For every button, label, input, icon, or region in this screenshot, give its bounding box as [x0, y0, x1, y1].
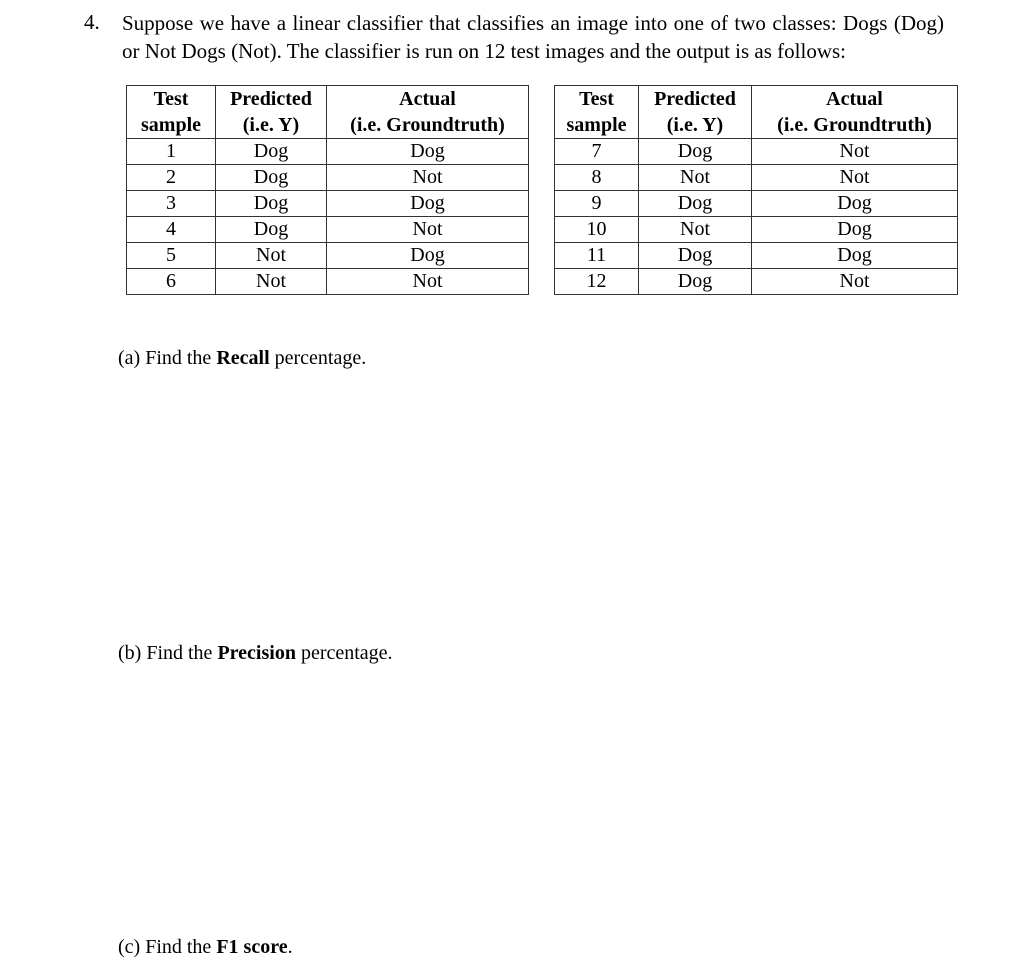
header-predicted-line1: Predicted [230, 88, 312, 110]
part-c-suffix: . [287, 936, 293, 958]
header-test-line2: sample [141, 114, 201, 136]
cell-sample: 3 [127, 191, 216, 217]
header-actual-line1: Actual [399, 88, 456, 110]
header-actual [752, 86, 958, 139]
part-a-prefix: (a) Find the [118, 347, 217, 369]
cell-actual: Not [752, 139, 958, 165]
cell-predicted: Not [216, 243, 327, 269]
part-b-term: Precision [217, 642, 296, 664]
cell-predicted: Dog [639, 269, 752, 295]
table-row [127, 191, 529, 217]
part-a-recall [118, 345, 366, 371]
question-number: 4. [84, 10, 100, 34]
cell-predicted: Dog [216, 139, 327, 165]
part-b-suffix: percentage. [295, 642, 393, 664]
table-row [555, 217, 958, 243]
cell-actual: Dog [752, 243, 958, 269]
table-row [127, 139, 529, 165]
cell-actual: Dog [327, 243, 529, 269]
cell-sample: 12 [555, 269, 639, 295]
cell-actual: Not [752, 165, 958, 191]
table-row [127, 217, 529, 243]
header-actual-line1: Actual [826, 88, 883, 110]
header-predicted-line2: (i.e. Y) [242, 114, 300, 136]
part-a-term: Recall [216, 347, 270, 369]
cell-sample: 5 [127, 243, 216, 269]
table-row [555, 269, 958, 295]
part-b-precision [118, 640, 393, 666]
header-predicted [639, 86, 752, 139]
header-test-line1: Test [153, 88, 189, 110]
table-row [555, 191, 958, 217]
cell-sample: 11 [555, 243, 639, 269]
results-table-left [126, 85, 529, 295]
results-table-right [554, 85, 958, 295]
table-row [127, 243, 529, 269]
header-test-sample [555, 86, 639, 139]
cell-actual: Dog [752, 217, 958, 243]
table-row [555, 243, 958, 269]
header-actual-line2: (i.e. Groundtruth) [777, 114, 932, 136]
cell-predicted: Dog [216, 165, 327, 191]
cell-actual: Not [327, 165, 529, 191]
cell-sample: 8 [555, 165, 639, 191]
cell-sample: 4 [127, 217, 216, 243]
question-text: Suppose we have a linear classifier that classifies an image into one of two classes: Dogs (Dog) or Not Dogs (Not). The classifier is run on 12 test images and the output is as follows: [122, 11, 944, 63]
cell-predicted: Not [639, 217, 752, 243]
table-header-row [555, 86, 958, 139]
header-actual [327, 86, 529, 139]
cell-predicted: Dog [216, 217, 327, 243]
header-test-sample [127, 86, 216, 139]
header-predicted-line1: Predicted [654, 88, 736, 110]
cell-predicted: Not [216, 269, 327, 295]
cell-sample: 2 [127, 165, 216, 191]
cell-actual: Not [752, 269, 958, 295]
table-row [127, 165, 529, 191]
part-b-prefix: (b) Find the [118, 642, 218, 664]
header-predicted-line2: (i.e. Y) [666, 114, 724, 136]
cell-actual: Not [327, 217, 529, 243]
part-c-f1 [118, 934, 293, 960]
table-row [127, 269, 529, 295]
part-c-prefix: (c) Find the [118, 936, 217, 958]
part-a-suffix: percentage. [269, 347, 367, 369]
cell-predicted: Dog [216, 191, 327, 217]
cell-predicted: Not [639, 165, 752, 191]
cell-sample: 6 [127, 269, 216, 295]
cell-sample: 1 [127, 139, 216, 165]
header-test-line2: sample [566, 114, 627, 136]
part-c-term: F1 score [216, 936, 288, 958]
table-row [555, 165, 958, 191]
header-actual-line2: (i.e. Groundtruth) [350, 114, 505, 136]
cell-actual: Dog [752, 191, 958, 217]
table-row [555, 139, 958, 165]
cell-predicted: Dog [639, 139, 752, 165]
cell-sample: 9 [555, 191, 639, 217]
cell-actual: Not [327, 269, 529, 295]
cell-predicted: Dog [639, 243, 752, 269]
cell-actual: Dog [327, 191, 529, 217]
cell-actual: Dog [327, 139, 529, 165]
table-header-row [127, 86, 529, 139]
cell-sample: 10 [555, 217, 639, 243]
cell-predicted: Dog [639, 191, 752, 217]
header-predicted [216, 86, 327, 139]
cell-sample: 7 [555, 139, 639, 165]
header-test-line1: Test [579, 88, 614, 110]
